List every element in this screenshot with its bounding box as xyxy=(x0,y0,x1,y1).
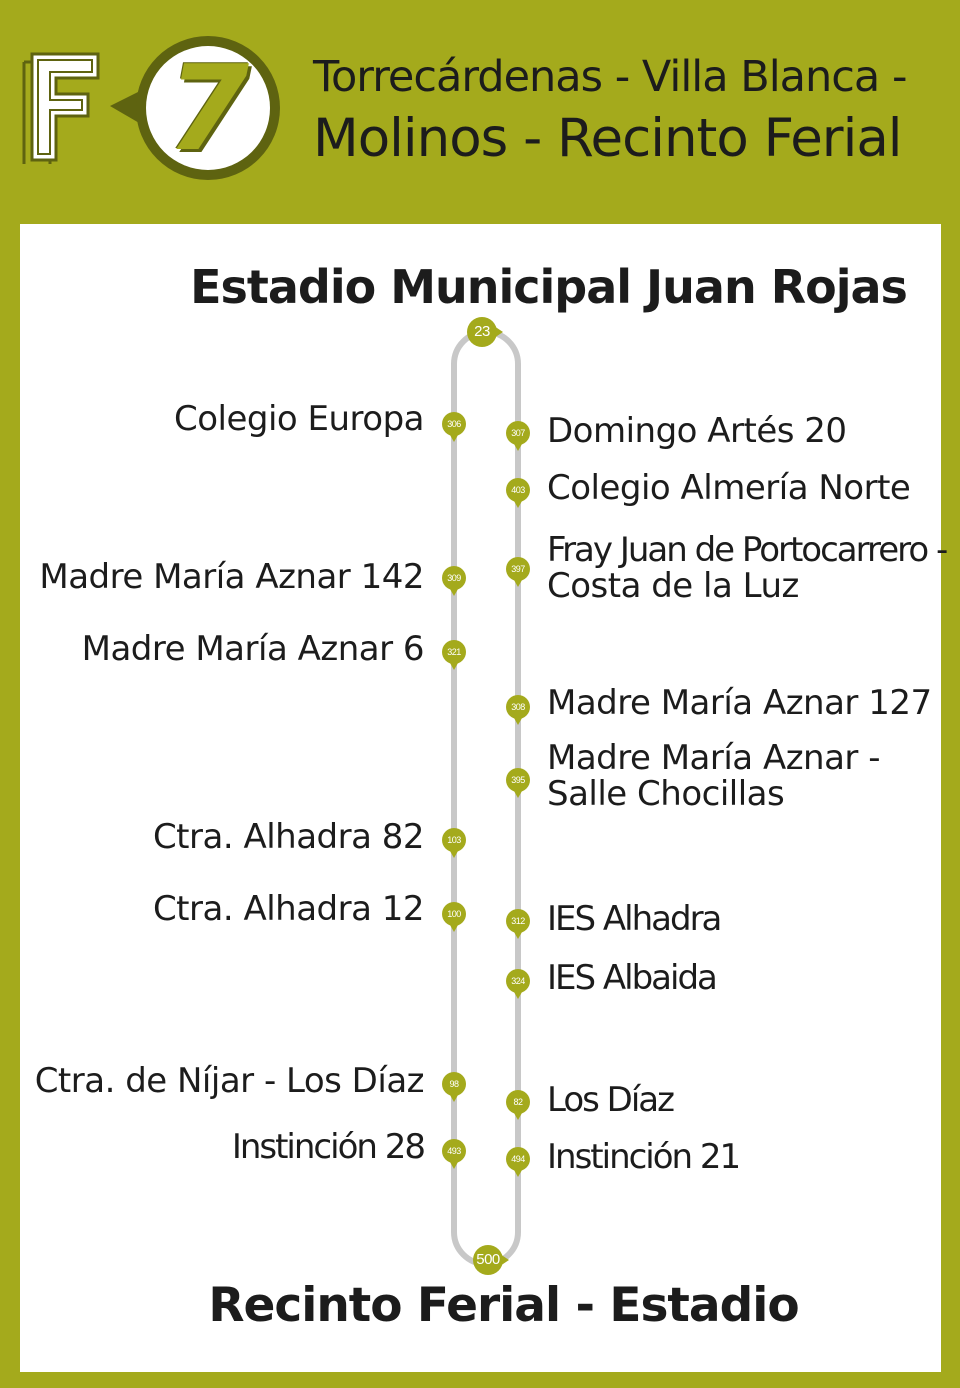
stop-label-colegio-europa: Colegio Europa xyxy=(173,399,424,439)
stop-marker-309: 309 xyxy=(442,566,466,590)
header xyxy=(0,0,960,222)
stop-label-fray-juan-line2: Costa de la Luz xyxy=(547,566,799,606)
route-title-line2: Molinos - Recinto Ferial xyxy=(313,108,902,169)
stop-marker-308: 308 xyxy=(506,695,530,719)
stop-label-madre-maria-aznar-6: Madre María Aznar 6 xyxy=(81,629,424,669)
stop-label-ctra-alhadra-82: Ctra. Alhadra 82 xyxy=(152,817,424,857)
stop-label-ies-albaida: IES Albaida xyxy=(547,958,716,998)
stop-label-madre-maria-aznar-salle-line1: Madre María Aznar - xyxy=(547,738,880,778)
network-f-logo-icon xyxy=(22,48,104,164)
stop-label-ctra-de-nijar-los-diaz: Ctra. de Níjar - Los Díaz xyxy=(34,1061,424,1101)
stop-marker-312: 312 xyxy=(506,909,530,933)
stop-label-ies-alhadra: IES Alhadra xyxy=(547,899,721,939)
stop-marker-103: 103 xyxy=(442,828,466,852)
stop-marker-100: 100 xyxy=(442,902,466,926)
terminal-bottom-marker: 500 xyxy=(473,1245,503,1275)
terminal-top-label: Estadio Municipal Juan Rojas xyxy=(190,260,907,314)
terminal-top-marker: 23 xyxy=(467,317,497,347)
stop-marker-403: 403 xyxy=(506,478,530,502)
stop-marker-306: 306 xyxy=(442,412,466,436)
stop-label-los-diaz: Los Díaz xyxy=(547,1080,673,1120)
stop-marker-324: 324 xyxy=(506,969,530,993)
stop-marker-82: 82 xyxy=(506,1090,530,1114)
stop-marker-395: 395 xyxy=(506,768,530,792)
line-number: 7 xyxy=(166,39,250,177)
stop-marker-98: 98 xyxy=(442,1072,466,1096)
stop-marker-493: 493 xyxy=(442,1139,466,1163)
stop-label-instincion-21: Instinción 21 xyxy=(547,1137,740,1177)
terminal-bottom-label: Recinto Ferial - Estadio xyxy=(208,1278,799,1333)
route-track xyxy=(20,224,941,1372)
stop-marker-321: 321 xyxy=(442,640,466,664)
stop-label-instincion-28: Instinción 28 xyxy=(231,1127,424,1167)
stop-label-madre-maria-aznar-salle-line2: Salle Chocillas xyxy=(547,774,785,814)
stop-label-fray-juan-line1: Fray Juan de Portocarrero - xyxy=(547,530,947,570)
route-panel xyxy=(20,224,947,1372)
stop-marker-397: 397 xyxy=(506,557,530,581)
stop-label-ctra-alhadra-12: Ctra. Alhadra 12 xyxy=(152,889,424,929)
route-title-line1: Torrecárdenas - Villa Blanca - xyxy=(313,52,907,102)
stop-label-madre-maria-aznar-142: Madre María Aznar 142 xyxy=(39,557,424,597)
stop-marker-307: 307 xyxy=(506,421,530,445)
stop-marker-494: 494 xyxy=(506,1147,530,1171)
stop-label-colegio-almeria-norte: Colegio Almería Norte xyxy=(547,468,911,508)
stop-label-madre-maria-aznar-127: Madre María Aznar 127 xyxy=(547,683,932,723)
stop-label-domingo-artes-20: Domingo Artés 20 xyxy=(547,411,847,451)
